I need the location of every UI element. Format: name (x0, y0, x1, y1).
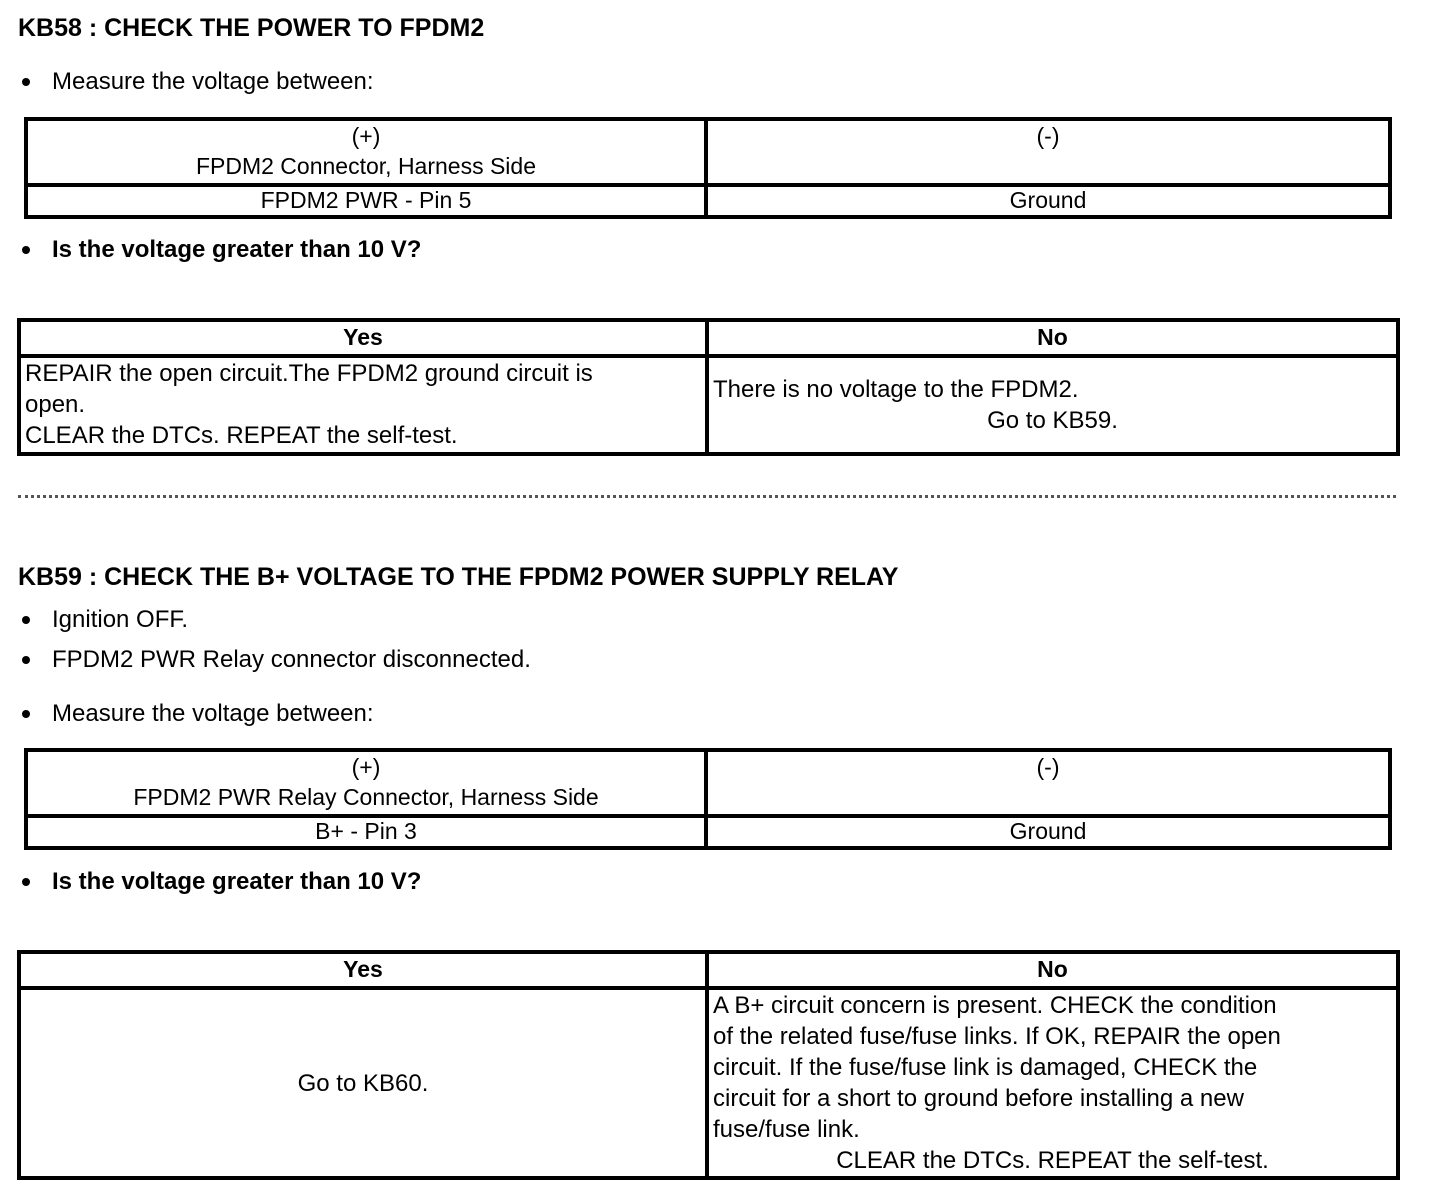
kb59-plus-header-cell (26, 750, 706, 816)
kb59-step-disconnect (20, 646, 531, 674)
kb59-no-line1: A B+ circuit concern is present. CHECK the condition (713, 992, 1277, 1019)
kb59-no-line2: of the related fuse/fuse links. If OK, REPAIR the open (713, 1023, 1281, 1050)
kb59-bullet1-text: Ignition OFF. (52, 606, 189, 633)
kb59-no-line5: fuse/fuse link. (713, 1116, 860, 1143)
kb58-yes-line2: open. (25, 391, 86, 418)
kb58-yes-line1: REPAIR the open circuit.The FPDM2 ground circuit is (25, 360, 593, 387)
kb58-measure-text: Measure the voltage between: (52, 68, 374, 95)
kb59-measure-text: Measure the voltage between: (52, 700, 374, 727)
bullet-icon (22, 878, 30, 886)
kb59-yes-header: Yes (19, 952, 707, 988)
kb59-plus-value: B+ - Pin 3 (26, 816, 706, 848)
bullet-icon (22, 710, 30, 718)
kb58-minus-value: Ground (706, 185, 1390, 217)
kb59-minus-value: Ground (706, 816, 1390, 848)
kb58-no-line1: There is no voltage to the FPDM2. (713, 376, 1079, 403)
kb59-no-line4: circuit for a short to ground before installing a new (713, 1085, 1244, 1112)
kb58-plus-label: (+) (351, 123, 381, 149)
bullet-icon (22, 616, 30, 624)
kb58-yes-header: Yes (19, 320, 707, 356)
kb59-no-cell (707, 988, 1398, 1178)
kb58-plus-header-cell (26, 119, 706, 185)
kb58-title: KB58 : CHECK THE POWER TO FPDM2 (18, 14, 485, 42)
kb59-no-line3: circuit. If the fuse/fuse link is damaged, CHECK the (713, 1054, 1258, 1081)
kb59-plus-desc: FPDM2 PWR Relay Connector, Harness Side (133, 784, 599, 810)
kb59-measurement-table (24, 748, 1392, 850)
kb58-no-line2: Go to KB59. (987, 407, 1118, 434)
kb59-result-table (17, 950, 1400, 1180)
kb59-yes-cell: Go to KB60. (19, 988, 707, 1178)
kb58-yes-line3: CLEAR the DTCs. REPEAT the self-test. (25, 422, 458, 449)
kb59-bullet2-text: FPDM2 PWR Relay connector disconnected. (52, 646, 531, 673)
section-divider (18, 495, 1396, 498)
kb59-question-step (20, 868, 421, 896)
kb59-plus-label: (+) (351, 754, 381, 780)
kb58-no-header: No (707, 320, 1398, 356)
kb59-no-header: No (707, 952, 1398, 988)
kb59-title: KB59 : CHECK THE B+ VOLTAGE TO THE FPDM2 POWER SUPPLY RELAY (18, 563, 899, 591)
kb59-question-text: Is the voltage greater than 10 V? (52, 868, 422, 895)
kb58-measurement-table (24, 117, 1392, 219)
kb59-minus-label: (-) (1036, 754, 1060, 780)
kb58-question-text: Is the voltage greater than 10 V? (52, 236, 422, 263)
kb58-minus-label: (-) (1036, 123, 1060, 149)
bullet-icon (22, 246, 30, 254)
kb58-plus-desc: FPDM2 Connector, Harness Side (195, 153, 537, 179)
kb59-no-line6: CLEAR the DTCs. REPEAT the self-test. (836, 1147, 1269, 1174)
bullet-icon (22, 78, 30, 86)
kb59-measure-step (20, 700, 374, 728)
kb58-no-cell (707, 356, 1398, 454)
kb58-result-table (17, 318, 1400, 456)
kb59-step-ignition (20, 606, 188, 634)
kb58-question-step (20, 236, 421, 264)
kb58-minus-header-cell (706, 119, 1390, 185)
bullet-icon (22, 656, 30, 664)
kb59-minus-header-cell (706, 750, 1390, 816)
kb58-yes-cell (19, 356, 707, 454)
kb58-measure-step (20, 68, 374, 96)
kb58-plus-value: FPDM2 PWR - Pin 5 (26, 185, 706, 217)
